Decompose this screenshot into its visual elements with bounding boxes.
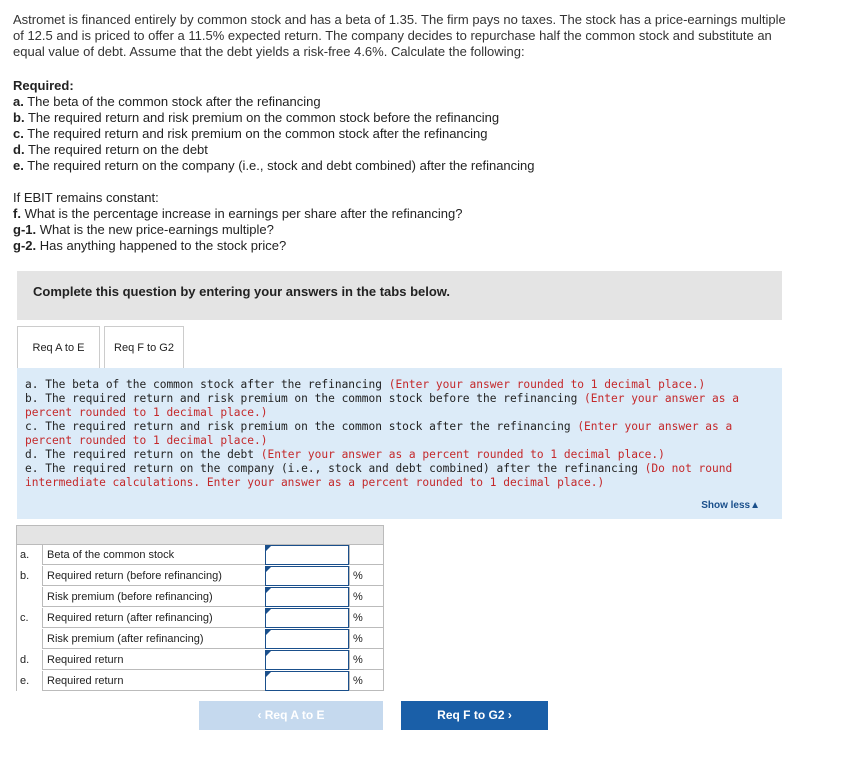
table-row: Risk premium (before refinancing) %: [16, 587, 384, 607]
required-item: e. The required return on the company (i.e., stock and debt combined) after the refinancing: [13, 158, 535, 173]
next-tab-button[interactable]: Req F to G2 ›: [401, 701, 548, 730]
required-return-before-input[interactable]: [265, 566, 349, 586]
required-item: b. The required return and risk premium on the common stock before the refinancing: [13, 110, 500, 125]
ebit-heading: If EBIT remains constant:: [13, 190, 159, 205]
risk-premium-before-input[interactable]: [265, 587, 349, 607]
problem-line: Astromet is financed entirely by common stock and has a beta of 1.35. The firm pays no taxes. The stock has a price-earnings multiple: [13, 12, 786, 27]
instructions-banner: Complete this question by entering your answers in the tabs below.: [17, 271, 782, 320]
instruction-line: e. The required return on the company (i.e., stock and debt combined) after the refinancing (Do not round intermediate calculations. Enter your answer as a percent rounded to 1 decimal place.): [25, 462, 733, 489]
table-row: c. Required return (after refinancing) %: [16, 608, 384, 628]
debt-return-input[interactable]: [265, 650, 349, 670]
ebit-item: f. What is the percentage increase in earnings per share after the refinancing?: [13, 206, 463, 221]
instruction-line: c. The required return and risk premium on the common stock after the refinancing (Enter your answer as a percent rounded to 1 decimal place.): [25, 420, 733, 447]
required-heading: Required:: [13, 78, 74, 93]
company-return-input[interactable]: [265, 671, 349, 691]
problem-statement: [13, 12, 853, 60]
table-header: [16, 525, 384, 545]
risk-premium-after-input[interactable]: [265, 629, 349, 649]
problem-line: equal value of debt. Assume that the debt yields a risk-free 4.6%. Calculate the following:: [13, 44, 525, 59]
instructions-panel: [17, 368, 782, 519]
ebit-list: [13, 206, 463, 254]
table-row: Risk premium (after refinancing) %: [16, 629, 384, 649]
table-row: b. Required return (before refinancing) %: [16, 566, 384, 586]
ebit-item: g-1. What is the new price-earnings multiple?: [13, 222, 274, 237]
required-list: [13, 94, 535, 174]
required-item: a. The beta of the common stock after the refinancing: [13, 94, 321, 109]
required-item: c. The required return and risk premium on the common stock after the refinancing: [13, 126, 488, 141]
instruction-line: b. The required return and risk premium on the common stock before the refinancing (Enter your answer as a percent rounded to 1 decimal place.): [25, 392, 739, 419]
instruction-line: a. The beta of the common stock after the refinancing (Enter your answer rounded to 1 decimal place.): [25, 378, 706, 391]
required-return-after-input[interactable]: [265, 608, 349, 628]
required-item: d. The required return on the debt: [13, 142, 208, 157]
problem-line: of 12.5 and is priced to offer a 11.5% expected return. The company decides to repurchase half the common stock and substitute an: [13, 28, 772, 43]
instruction-line: d. The required return on the debt (Enter your answer as a percent rounded to 1 decimal place.): [25, 448, 665, 461]
show-less-link[interactable]: Show less▲: [701, 500, 760, 511]
tab-req-a-to-e[interactable]: Req A to E: [17, 326, 100, 369]
table-row: d. Required return %: [16, 650, 384, 670]
prev-tab-button[interactable]: ‹ Req A to E: [199, 701, 383, 730]
beta-input[interactable]: [265, 545, 349, 565]
table-row: e. Required return %: [16, 671, 384, 691]
tab-req-f-to-g2[interactable]: Req F to G2: [104, 326, 184, 369]
ebit-item: g-2. Has anything happened to the stock price?: [13, 238, 287, 253]
table-row: a. Beta of the common stock: [16, 545, 384, 565]
